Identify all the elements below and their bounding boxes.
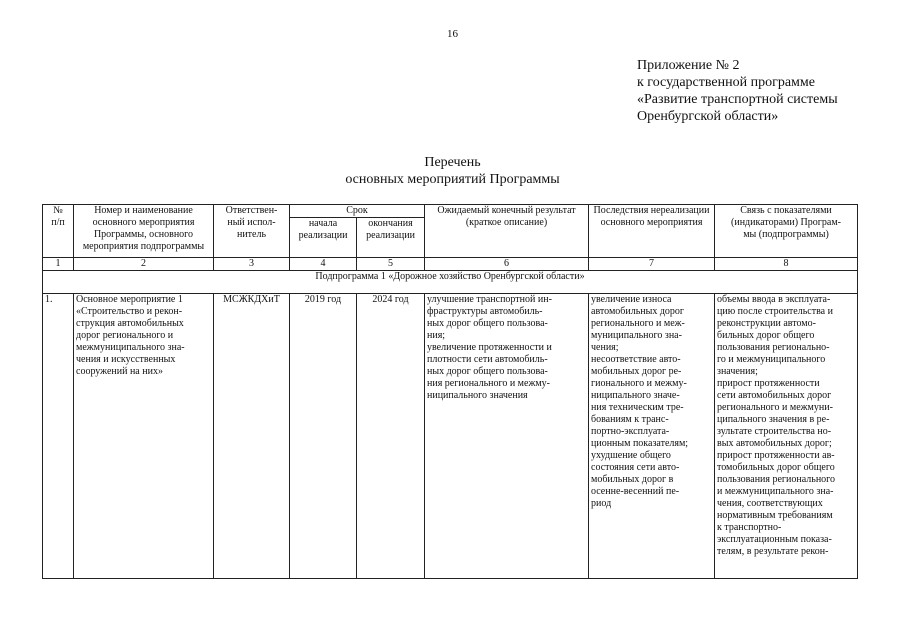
appendix-line-2: к государственной программе xyxy=(637,75,815,90)
header-row xyxy=(43,205,858,218)
appendix-line-4: Оренбургской области» xyxy=(637,109,779,124)
col-number: 5 xyxy=(357,258,425,271)
row-name: Основное мероприятие 1 «Строительство и рекон- струкция автомобильных дорог регионального и межмуниципального зна- чения и искусственных сооружений на них» xyxy=(74,294,214,579)
appendix-heading xyxy=(637,57,838,125)
header-name: Номер и наименование основного мероприятия Программы, основного мероприятия подпрограммы xyxy=(74,205,214,258)
row-link: объемы ввода в эксплуата- цию после строительства и реконструкции автомо- бильных дорог общего пользования регионально- го и межмуниципального значения; прирост протяженности сети автомобильных дорог регионального и межмуни- ципального значения в ре- зультате строительства но- вых автомобильных дорог; прирост протяженности ав- томобильных дорог общего пользования регионального и межмуниципального зна- чения, соответствующих нормативным требованиям к транспортно- эксплуатационным показа- телям, в результате рекон- xyxy=(715,294,858,579)
row-end: 2024 год xyxy=(357,294,425,579)
header-result: Ожидаемый конечный результат (краткое описание) xyxy=(425,205,589,258)
column-number-row xyxy=(43,258,858,271)
header-term: Срок xyxy=(290,205,425,218)
page-number: 16 xyxy=(447,28,458,40)
header-link: Связь с показателями (индикаторами) Програм- мы (подпрограммы) xyxy=(715,205,858,258)
row-num: 1. xyxy=(43,294,74,579)
row-start: 2019 год xyxy=(290,294,357,579)
col-number: 7 xyxy=(589,258,715,271)
header-consequences: Последствия нереализации основного мероприятия xyxy=(589,205,715,258)
col-number: 4 xyxy=(290,258,357,271)
row-consequences: увеличение износа автомобильных дорог регионального и меж- муниципального зна- чения; несоответствие авто- мобильных дорог ре- гионального и межму- ниципального значе- ния техническим тре- бованиям к транс- портно-эксплуата- ционным показателям; ухудшение общего состояния сети авто- мобильных дорог в осенне-весенний пе- риод xyxy=(589,294,715,579)
header-start: начала реализации xyxy=(290,218,357,258)
row-executor: МСЖКДХиТ xyxy=(214,294,290,579)
header-executor: Ответствен- ный испол- нитель xyxy=(214,205,290,258)
measures-table xyxy=(42,204,858,579)
col-number: 8 xyxy=(715,258,858,271)
title-line-1: Перечень xyxy=(424,155,481,170)
row-result: улучшение транспортной ин- фраструктуры автомобиль- ных дорог общего пользова- ния; увеличение протяженности и плотности сети автомобиль- ных дорог общего пользова- ния регионального и межму- ниципального значения xyxy=(425,294,589,579)
header-end: окончания реализации xyxy=(357,218,425,258)
table-row xyxy=(43,294,858,579)
col-number: 2 xyxy=(74,258,214,271)
appendix-line-3: «Развитие транспортной системы xyxy=(637,92,838,107)
document-title xyxy=(0,154,905,188)
subprogram-title: Подпрограмма 1 «Дорожное хозяйство Оренбургской области» xyxy=(43,271,858,294)
col-number: 6 xyxy=(425,258,589,271)
col-number: 3 xyxy=(214,258,290,271)
appendix-line-1: Приложение № 2 xyxy=(637,58,740,73)
col-number: 1 xyxy=(43,258,74,271)
header-num: № п/п xyxy=(43,205,74,258)
subprogram-row xyxy=(43,271,858,294)
title-line-2: основных мероприятий Программы xyxy=(345,172,560,187)
